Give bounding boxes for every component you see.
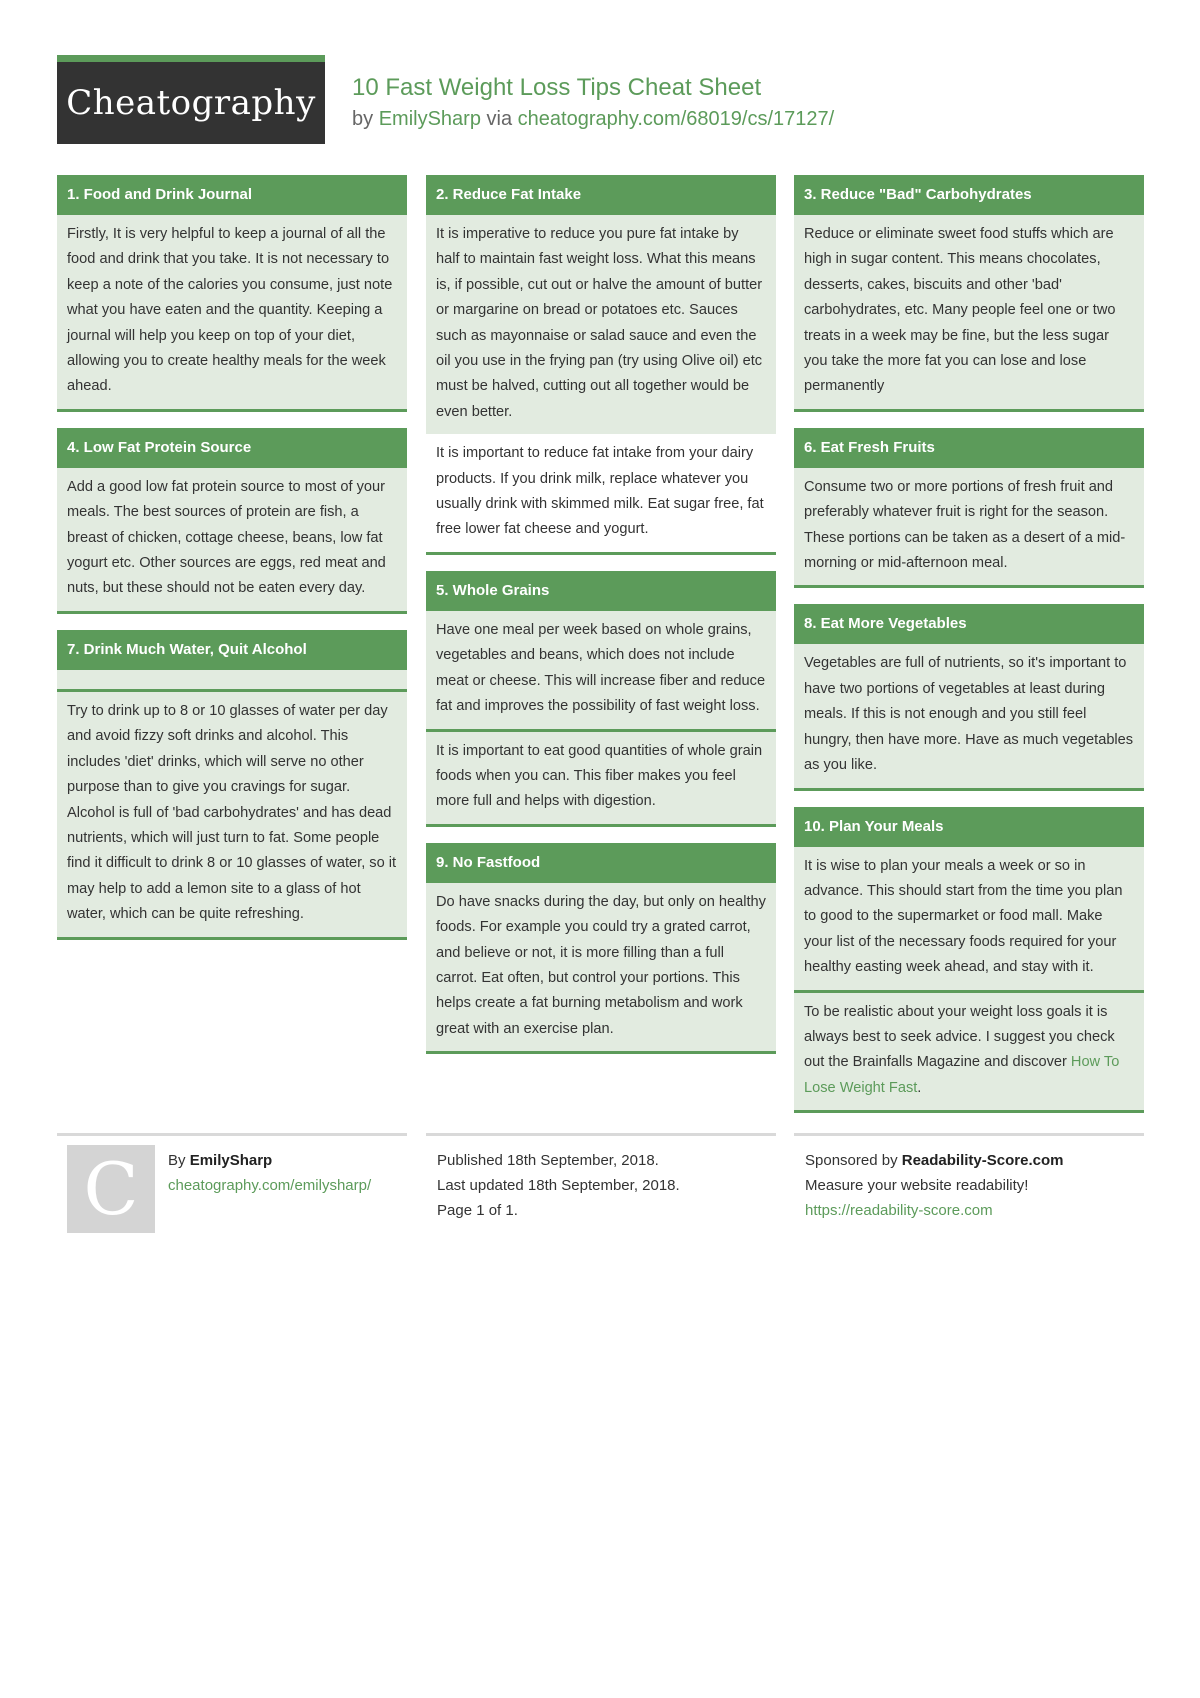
column-3 (794, 175, 1144, 1129)
section-title: 7. Drink Much Water, Quit Alcohol (57, 630, 407, 670)
cheatography-logo[interactable]: Cheatography (57, 55, 325, 144)
section-text: Try to drink up to 8 or 10 glasses of water per day and avoid fizzy soft drinks and alcohol. This includes 'diet' drinks, which will serve no other purpose than to give you cravings for sugar. Alcohol is full of 'bad carbohydrates' and has dead nutrients, which will just turn to fat. Some people find it difficult to drink 8 or 10 glasses of water, so it may help to add a lemon site to a glass of hot water, which can be quite refreshing. (57, 692, 407, 937)
section-drink-much-water (57, 630, 407, 940)
sponsor-url-link[interactable]: https://readability-score.com (805, 1202, 993, 1219)
footer-sponsor (805, 1148, 1063, 1223)
section-food-and-drink-journal (57, 175, 407, 412)
section-eat-fresh-fruits (794, 428, 1144, 589)
section-eat-more-vegetables (794, 604, 1144, 790)
section-text: It is wise to plan your meals a week or so in advance. This should start from the time you plan to good to the supermarket or food mall. Make your list of the necessary foods required for your healthy easting week ahead, and stay with it. (794, 847, 1144, 990)
period: . (917, 1079, 922, 1096)
footer-divider (57, 1133, 407, 1136)
author-profile-link[interactable]: cheatography.com/emilysharp/ (168, 1177, 372, 1194)
section-text: Add a good low fat protein source to most of your meals. The best sources of protein are fish, a breast of chicken, cottage cheese, beans, low fat yogurt etc. Other sources are eggs, red meat and nuts, but these should not be eaten every day. (57, 468, 407, 611)
section-title: 2. Reduce Fat Intake (426, 175, 776, 215)
footer-author (168, 1148, 371, 1198)
section-title: 8. Eat More Vegetables (794, 604, 1144, 644)
author-link[interactable]: EmilySharp (378, 108, 481, 130)
published-date: Published 18th September, 2018. (437, 1152, 659, 1169)
via-text: via (486, 108, 513, 130)
section-title: 1. Food and Drink Journal (57, 175, 407, 215)
section-text: Have one meal per week based on whole grains, vegetables and beans, which does not include meat or cheese. This will increase fiber and reduce fat and improves the possibility of fast weight loss. (426, 611, 776, 729)
sheet-url-link[interactable]: cheatography.com/68019/cs/17127/ (517, 108, 835, 130)
sponsor-line (805, 1148, 1063, 1173)
section-no-fastfood (426, 843, 776, 1054)
section-text: It is important to reduce fat intake from your dairy products. If you drink milk, replace whatever you usually drink with skimmed milk. Eat sugar free, fat free lower fat cheese and yogurt. (426, 434, 776, 552)
section-text: Firstly, It is very helpful to keep a journal of all the food and drink that you take. It is not necessary to keep a note of the calories you consume, just note what you have eaten and the quantity. Keeping a journal will help you keep on top of your diet, allowing you to create healthy meals for the week ahead. (57, 215, 407, 409)
updated-date: Last updated 18th September, 2018. (437, 1177, 680, 1194)
section-text: Vegetables are full of nutrients, so it's important to have two portions of vegetables at least during meals. If this is not enough and you still feel hungry, then have more. Have as much vegetables as you like. (794, 644, 1144, 787)
column-2 (426, 175, 776, 1070)
section-whole-grains (426, 571, 776, 827)
section-reduce-fat-intake (426, 175, 776, 555)
section-title: 5. Whole Grains (426, 571, 776, 611)
footer-divider (794, 1133, 1144, 1136)
section-text: It is important to eat good quantities of whole grain foods when you can. This fiber makes you feel more full and helps with digestion. (426, 732, 776, 824)
by-text: by (352, 108, 374, 130)
column-1 (57, 175, 407, 956)
sponsor-name[interactable]: Readability-Score.com (901, 1152, 1064, 1169)
empty-row (57, 670, 407, 689)
page-number: Page 1 of 1. (437, 1202, 518, 1219)
section-reduce-bad-carbohydrates (794, 175, 1144, 412)
section-title: 9. No Fastfood (426, 843, 776, 883)
advice-text: To be realistic about your weight loss goals it is always best to seek advice. I suggest you check out the Brainfalls Magazine and discover (804, 1003, 1115, 1071)
section-text: Consume two or more portions of fresh fruit and preferably whatever fruit is right for the season. These portions can be taken as a desert of a mid-morning or mid-afternoon meal. (794, 468, 1144, 586)
section-text: Do have snacks during the day, but only on healthy foods. For example you could try a grated carrot, and believe or not, it is more filling than a full carrot. Eat often, but control your portions. This helps create a fat burning metabolism and work great with an exercise plan. (426, 883, 776, 1051)
section-title: 3. Reduce "Bad" Carbohydrates (794, 175, 1144, 215)
sponsored-by-label: Sponsored by (805, 1152, 898, 1169)
section-text: Reduce or eliminate sweet food stuffs which are high in sugar content. This means chocolates, desserts, cakes, biscuits and other 'bad' carbohydrates, etc. Many people feel one or two treats in a week may be fine, but the less sugar you take the more fat you can lose and lose permanently (794, 215, 1144, 409)
section-title: 6. Eat Fresh Fruits (794, 428, 1144, 468)
sponsor-tagline: Measure your website readability! (805, 1177, 1029, 1194)
footer-divider (426, 1133, 776, 1136)
page-title: 10 Fast Weight Loss Tips Cheat Sheet (352, 74, 762, 101)
section-text (794, 993, 1144, 1111)
page-subtitle (352, 108, 834, 131)
by-label: By (168, 1152, 186, 1169)
section-text: It is imperative to reduce you pure fat intake by half to maintain fast weight loss. What this means is, if possible, cut out or halve the amount of butter or margarine on bread or potatoes etc. Sauces such as mayonnaise or salad sauce and even the oil you use in the frying pan (try using Olive oil) etc must be halved, cutting out all together would be even better. (426, 215, 776, 434)
how-to-lose-weight-link[interactable]: How To Lose Weight Fast (804, 1054, 1120, 1096)
section-title: 10. Plan Your Meals (794, 807, 1144, 847)
footer-author-line (168, 1148, 371, 1173)
section-low-fat-protein-source (57, 428, 407, 614)
author-avatar[interactable]: C (67, 1145, 155, 1233)
footer-dates (437, 1148, 680, 1223)
section-plan-your-meals (794, 807, 1144, 1114)
author-name[interactable]: EmilySharp (189, 1152, 273, 1169)
section-title: 4. Low Fat Protein Source (57, 428, 407, 468)
